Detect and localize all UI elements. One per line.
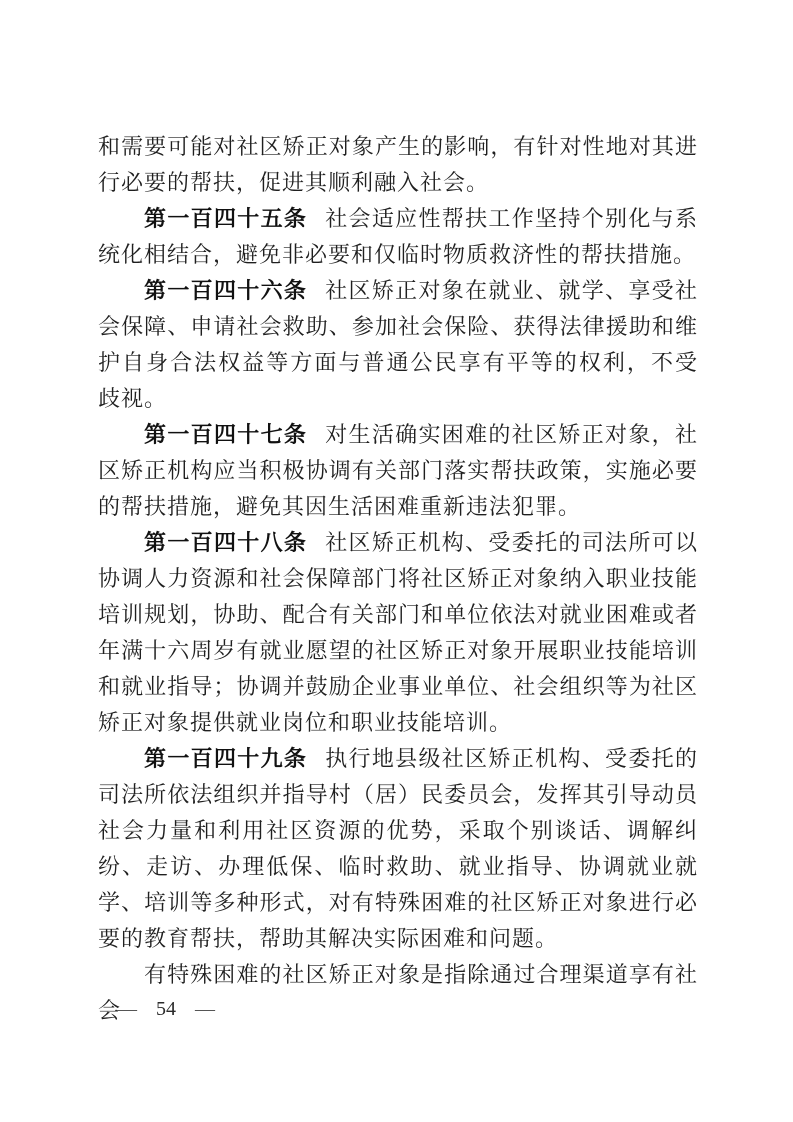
article-first-line — [98, 417, 698, 453]
text-line: 行必要的帮扶，促进其顺利融入社会。 — [98, 170, 490, 195]
text-line: 护自身合法权益等方面与普通公民享有平等的权利，不受 — [98, 350, 698, 375]
article-text: 执行地县级社区矫正机构、受委托的 — [325, 746, 698, 771]
text-line: 有特殊困难的社区矫正对象是指除通过合理渠道享有社会 — [98, 962, 698, 1023]
article-number: 第一百四十七条 — [144, 422, 308, 447]
document-body — [98, 129, 698, 1029]
article-text: 社会适应性帮扶工作坚持个别化与系 — [325, 206, 698, 231]
text-line: 歧视。 — [98, 386, 168, 411]
page-footer — [117, 998, 215, 1021]
text-line: 矫正对象提供就业岗位和职业技能培训。 — [98, 710, 513, 735]
footer-dash-right: — — [195, 998, 215, 1020]
text-line: 区矫正机构应当积极协调有关部门落实帮扶政策，实施必要 — [98, 458, 698, 483]
footer-dash-left: — — [117, 998, 137, 1020]
text-line: 会保障、申请社会救助、参加社会保险、获得法律援助和维 — [98, 314, 698, 339]
article-first-line — [98, 201, 698, 237]
text-line: 学、培训等多种形式，对有特殊困难的社区矫正对象进行必 — [98, 890, 698, 915]
text-line: 纷、走访、办理低保、临时救助、就业指导、协调就业就 — [98, 854, 698, 879]
article-text: 社区矫正机构、受委托的司法所可以 — [325, 530, 698, 555]
text-line: 年满十六周岁有就业愿望的社区矫正对象开展职业技能培训 — [98, 638, 698, 663]
article-number: 第一百四十五条 — [144, 206, 308, 231]
text-line: 协调人力资源和社会保障部门将社区矫正对象纳入职业技能 — [98, 566, 698, 591]
article-number: 第一百四十九条 — [144, 746, 308, 771]
text-line: 司法所依法组织并指导村（居）民委员会，发挥其引导动员 — [98, 782, 698, 807]
text-line: 统化相结合，避免非必要和仅临时物质救济性的帮扶措施。 — [98, 242, 697, 267]
text-line: 社会力量和利用社区资源的优势，采取个别谈话、调解纠 — [98, 818, 698, 843]
article-text: 社区矫正对象在就业、就学、享受社 — [325, 278, 698, 303]
article-number: 第一百四十八条 — [144, 530, 308, 555]
text-line: 要的教育帮扶，帮助其解决实际困难和问题。 — [98, 926, 559, 951]
text-line: 和就业指导；协调并鼓励企业事业单位、社会组织等为社区 — [98, 674, 698, 699]
text-line: 培训规划，协助、配合有关部门和单位依法对就业困难或者 — [98, 602, 698, 627]
article-first-line — [98, 525, 698, 561]
article-text: 对生活确实困难的社区矫正对象，社 — [325, 422, 698, 447]
article-first-line — [98, 273, 698, 309]
text-line: 的帮扶措施，避免其因生活困难重新违法犯罪。 — [98, 494, 582, 519]
article-first-line — [98, 741, 698, 777]
article-number: 第一百四十六条 — [144, 278, 308, 303]
text-line: 和需要可能对社区矫正对象产生的影响，有针对性地对其进 — [98, 134, 698, 159]
page-number: 54 — [156, 998, 176, 1020]
